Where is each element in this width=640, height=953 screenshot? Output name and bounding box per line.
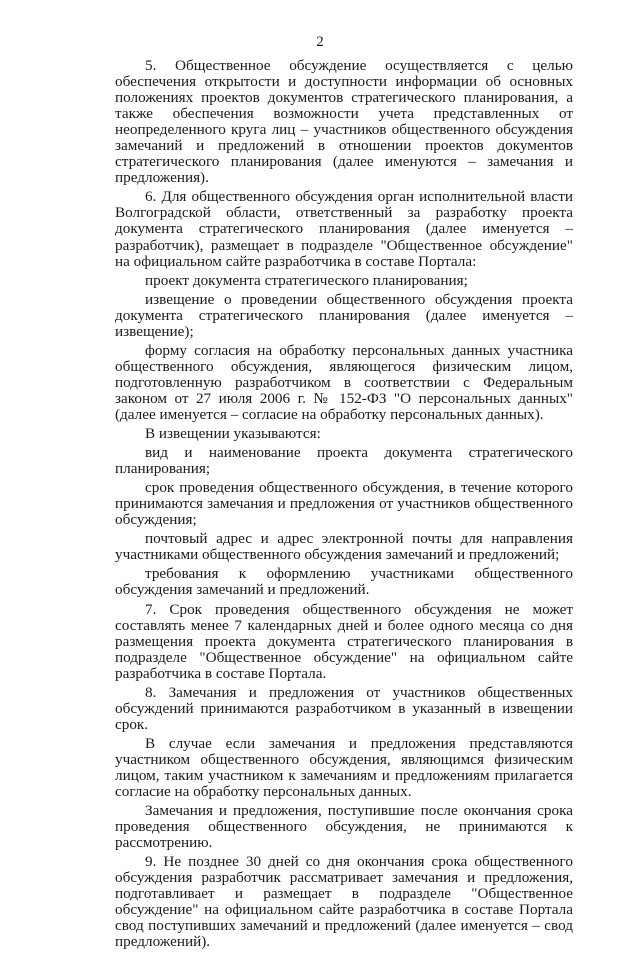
list-item: требования к оформлению участниками общественного обсуждения замечаний и предложений. — [115, 565, 573, 599]
list-item: извещение о проведении общественного обсуждения проекта документа стратегического планирования (далее именуется – извещение); — [115, 290, 573, 340]
page-number: 2 — [316, 34, 324, 50]
paragraph-6: 6. Для общественного обсуждения орган исполнительной власти Волгоградской области, ответственный за разработку проекта документа стратегического планирования (далее именуется – разработчик), размещает в подразделе "Общественное обсуждение" на официальном сайте разработчика в составе Портала: — [115, 188, 573, 270]
list-item: почтовый адрес и адрес электронной почты для направления участниками общественного обсуждения замечаний и предложений; — [115, 530, 573, 564]
list-item: вид и наименование проекта документа стратегического планирования; — [115, 444, 573, 478]
list-item: срок проведения общественного обсуждения, в течение которого принимаются замечания и предложения от участников общественного обсуждения; — [115, 479, 573, 529]
paragraph-8-consent: В случае если замечания и предложения представляются участником общественного обсуждения, являющимся физическим лицом, таким участником к замечаниям и предложениям прилагается согласие на обработку персональных данных. — [115, 734, 573, 801]
list-item: форму согласия на обработку персональных данных участника общественного обсуждения, являющегося физическим лицом, подготовленную разработчиком в соответствии с Федеральным законом от 27 июля 2006 г. № 152-ФЗ "О персональных данных" (далее именуется – согласие на обработку персональных данных). — [115, 341, 573, 423]
list-item: проект документа стратегического планирования; — [145, 271, 468, 289]
paragraph-9: 9. Не позднее 30 дней со дня окончания срока общественного обсуждения разработчик рассматривает замечания и предложения, подготавливает и размещает в подразделе "Общественное обсуждение" на официальном сайте разработчика в составе Портала свод поступивших замечаний и предложений (далее именуется – свод предложений). — [115, 853, 573, 951]
paragraph-8: 8. Замечания и предложения от участников общественных обсуждений принимаются разработчиком в указанный в извещении срок. — [115, 683, 573, 733]
paragraph-5: 5. Общественное обсуждение осуществляется с целью обеспечения открытости и доступности информации об основных положениях проектов документов стратегического планирования, а также обеспечения возможности учета представленных от неопределенного круга лиц – участников общественного обсуждения замечаний и предложений в отношении проектов документов стратегического планирования (далее именуются – замечания и предложения). — [115, 57, 573, 187]
paragraph-7: 7. Срок проведения общественного обсуждения не может составлять менее 7 календарных дней и более одного месяца со дня размещения проекта документа стратегического планирования в подразделе "Общественное обсуждение" на официальном сайте разработчика в составе Портала. — [115, 600, 573, 682]
notice-heading: В извещении указываются: — [145, 425, 321, 443]
document-body — [115, 58, 573, 953]
paragraph-8-late: Замечания и предложения, поступившие после окончания срока проведения общественного обсуждения, не принимаются к рассмотрению. — [115, 802, 573, 852]
